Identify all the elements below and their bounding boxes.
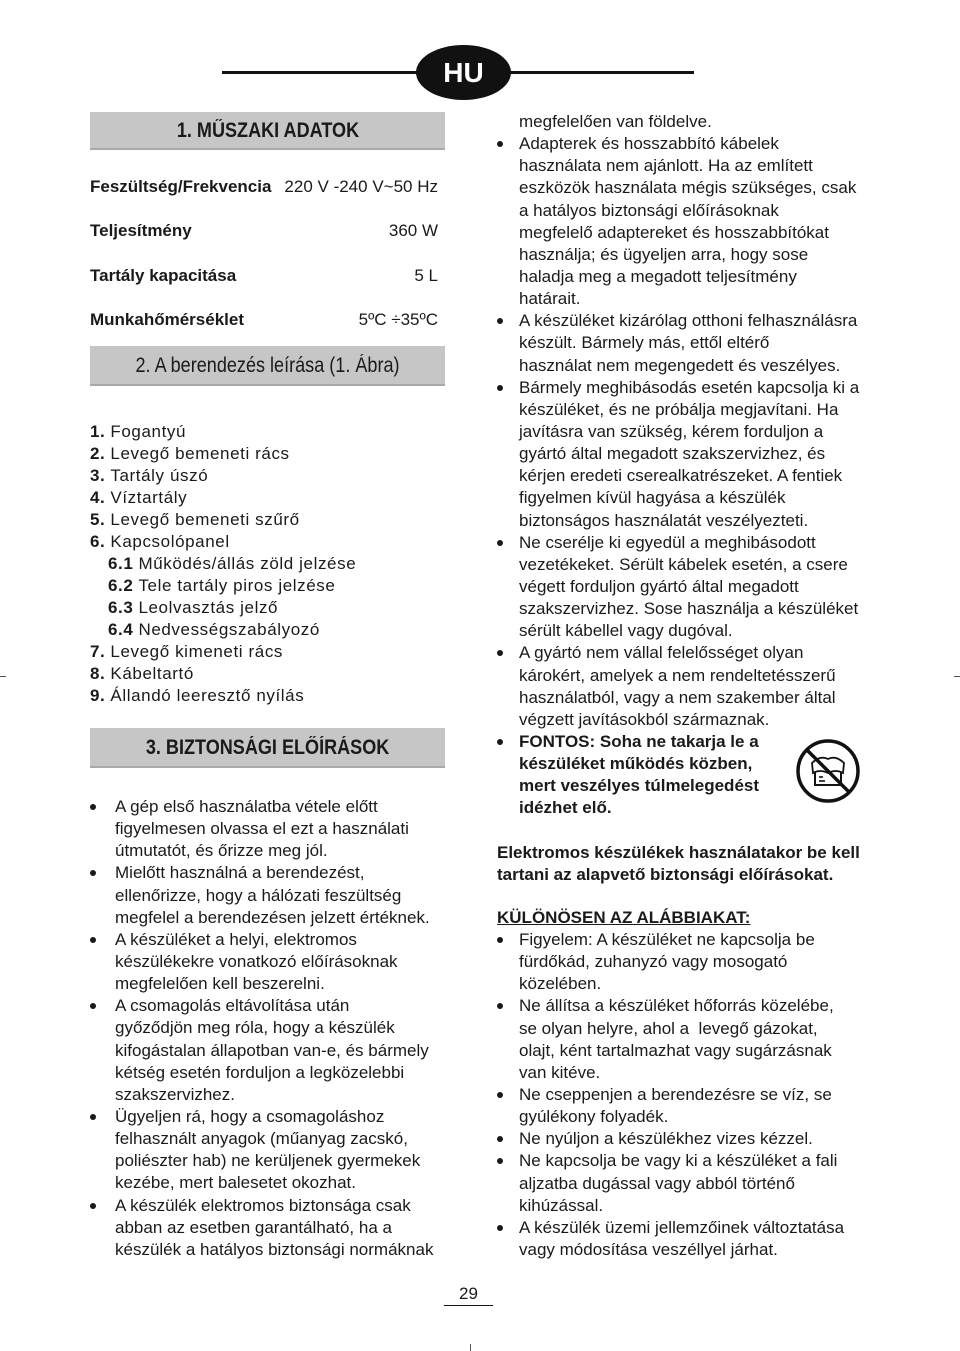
bullet-item — [497, 377, 877, 532]
bullet-line: készült. Bármely más, ettől eltérő — [519, 333, 770, 353]
bullet-dot — [497, 318, 503, 324]
header-rule-right — [508, 71, 694, 74]
bullet-line: végett forduljon gyártó által megadott — [519, 576, 799, 596]
part-item — [90, 421, 445, 443]
part-number: 3. — [90, 466, 106, 485]
bullet-line: A készülék elektromos biztonsága csak — [115, 1195, 411, 1215]
bullet-dot — [497, 540, 503, 546]
part-name: Tele tartály piros jelzése — [138, 576, 336, 595]
part-item — [90, 509, 445, 531]
bullet-line: eszközök használata mégis szükséges, csak — [519, 178, 857, 198]
part-number: 8. — [90, 664, 106, 683]
bullet-line: fürdőkád, zuhanyzó vagy mosogató — [519, 952, 788, 972]
bullet-line: kétség esetén forduljon a legközelebbi — [115, 1062, 405, 1082]
bullet-line: A készüléket kizárólag otthoni felhasználásra — [519, 311, 858, 331]
bullet-line: közelében. — [519, 974, 602, 994]
safety-notice — [497, 842, 877, 886]
bullet-line: javításra van szükség, kérem forduljon a — [519, 421, 824, 441]
part-item — [90, 685, 445, 707]
text-line: készüléket működés közben, — [519, 754, 753, 774]
bullet-line: vagy módosítása veszéllyel járhat. — [519, 1239, 778, 1259]
part-item — [90, 641, 445, 663]
bullet-line: használja; és ügyeljen arra, hogy sose — [519, 244, 809, 264]
bullet-line: felhasznált anyagok (műanyag zacskó, — [115, 1129, 408, 1149]
bullet-line: abban az esetben garantálható, ha a — [115, 1217, 392, 1237]
bullet-item — [90, 1195, 445, 1261]
bullet-item — [497, 929, 877, 995]
part-item — [90, 531, 445, 553]
bullet-item — [497, 310, 877, 376]
bullet-dot — [497, 650, 503, 656]
part-name: Levegő kimeneti rács — [110, 642, 284, 661]
part-item — [90, 487, 445, 509]
part-number: 2. — [90, 444, 106, 463]
bullet-line: van kitéve. — [519, 1062, 601, 1082]
bullet-item — [90, 929, 445, 995]
section-title: 3. BIZTONSÁGI ELŐÍRÁSOK — [145, 736, 390, 759]
bullet-line: vezetékeket. Sérült kábelek esetén, a csere — [519, 554, 848, 574]
bullet-dot — [497, 1225, 503, 1231]
right-column — [497, 111, 877, 820]
part-item — [90, 575, 445, 597]
bullet-line: Ne cserélje ki egyedül a meghibásodott — [519, 532, 816, 552]
bullet-line: készüléket, és ne próbálja megjavítani. Ha — [519, 399, 839, 419]
part-name: Tartály úszó — [110, 466, 209, 485]
bullet-item — [90, 796, 445, 862]
bullet-item — [497, 1217, 877, 1261]
continued-text: megfelelően van földelve. — [519, 112, 712, 131]
bullet-item — [90, 1106, 445, 1195]
part-item — [90, 465, 445, 487]
part-number: 1. — [90, 422, 106, 441]
bullet-line: se olyan helyre, ahol a levegő gázokat, — [519, 1018, 818, 1038]
bullet-line: ellenőrizze, hogy a hálózati feszültség — [115, 885, 402, 905]
bullet-line: készülékekre vonatkozó előírásoknak — [115, 951, 398, 971]
spec-label: Feszültség/Frekvencia — [90, 177, 272, 196]
part-name: Víztartály — [110, 488, 188, 507]
bullet-dot — [497, 385, 503, 391]
part-number: 7. — [90, 642, 106, 661]
bullet-dot — [90, 870, 96, 876]
bullet-line: kezébe, mert balesetet okozhat. — [115, 1173, 356, 1193]
text-line: mert veszélyes túlmelegedést — [519, 776, 760, 796]
bullet-dot — [90, 1114, 96, 1120]
bullet-line: végzett javításokból származnak. — [519, 709, 770, 729]
part-name: Levegő bemeneti rács — [110, 444, 290, 463]
crop-mark — [0, 676, 6, 677]
bullet-line: kifogástalan állapotban van-e, és bármely — [115, 1040, 429, 1060]
specs-table — [90, 176, 438, 353]
part-name: Kapcsolópanel — [110, 532, 230, 551]
bullet-line: Adapterek és hosszabbító kábelek — [519, 134, 779, 154]
bullet-line: károkért, amelyek a nem rendeltetésszerű — [519, 665, 836, 685]
bullet-dot — [90, 1203, 96, 1209]
bullet-line: Ne nyúljon a készülékhez vizes kézzel. — [519, 1129, 813, 1149]
page-number: 29 — [444, 1283, 493, 1306]
part-name: Levegő bemeneti szűrő — [110, 510, 300, 529]
part-item — [90, 553, 445, 575]
bullet-line: kérjen eredeti cserealkatrészeket. A fentiek — [519, 466, 843, 486]
part-item — [90, 597, 445, 619]
part-name: Nedvességszabályozó — [138, 620, 320, 639]
bullet-item — [497, 133, 877, 310]
part-item — [90, 663, 445, 685]
bullet-line: kihúzással. — [519, 1195, 604, 1215]
bullet-dot — [497, 1092, 503, 1098]
bullet-item — [497, 642, 877, 731]
bullet-dot — [497, 1003, 503, 1009]
text-line: idézhet elő. — [519, 798, 612, 818]
bullet-line: határait. — [519, 289, 581, 309]
spec-label: Munkahőmérséklet — [90, 309, 244, 329]
language-badge — [416, 45, 511, 100]
text-line: Elektromos készülékek használatakor be kell — [497, 843, 860, 862]
bullet-line: sérült kábellel vagy dugóval. — [519, 621, 733, 641]
part-number: 9. — [90, 686, 106, 705]
part-number: 4. — [90, 488, 106, 507]
section-header-description — [90, 346, 445, 386]
parts-list — [90, 421, 445, 707]
part-number: 6.1 — [108, 554, 134, 573]
crop-mark — [470, 1344, 471, 1351]
bullet-item — [497, 1150, 877, 1216]
bullet-line: Bármely meghibásodás esetén kapcsolja ki a — [519, 377, 860, 397]
bullet-item — [497, 1128, 877, 1150]
bullet-item — [497, 1084, 877, 1128]
bullet-line: győződjön meg róla, hogy a készülék — [115, 1018, 395, 1038]
bullet-item — [90, 995, 445, 1106]
spec-value: 220 V -240 V~50 Hz — [284, 177, 438, 196]
bullet-dot — [90, 1003, 96, 1009]
spec-value: 360 W — [388, 221, 438, 241]
bullet-line: használat nem megengedett és veszélyes. — [519, 355, 841, 375]
part-number: 5. — [90, 510, 106, 529]
bullet-line: gyártó által megadott szakszervizhez, és — [519, 444, 826, 464]
section-header-technical — [90, 112, 445, 150]
spec-value: 5ºC ÷35ºC — [358, 309, 438, 329]
bullet-line: megfelelően kell beszerelni. — [115, 974, 325, 994]
section-title: 2. A berendezés leírása (1. Ábra) — [135, 354, 400, 377]
bullet-dot — [497, 739, 503, 745]
bullet-line: A gép első használatba vétele előtt — [115, 797, 378, 816]
bullet-line: készülék a hatályos biztonsági normáknak — [115, 1239, 434, 1259]
bullet-line: biztonságos használatát veszélyezteti. — [519, 510, 809, 530]
part-name: Működés/állás zöld jelzése — [138, 554, 357, 573]
section-title: 1. MŰSZAKI ADATOK — [176, 119, 359, 142]
no-covering-icon — [794, 737, 862, 805]
bullet-line: aljzatba dugással vagy abból történő — [519, 1173, 795, 1193]
bullet-dot — [497, 937, 503, 943]
bullet-line: Ne cseppenjen a berendezésre se víz, se — [519, 1084, 832, 1104]
spec-label: Teljesítmény — [90, 221, 192, 241]
part-name: Fogantyú — [110, 422, 187, 441]
bullet-line: Ne kapcsolja be vagy ki a készüléket a fali — [519, 1151, 838, 1171]
part-name: Állandó leeresztő nyílás — [110, 686, 305, 705]
bullet-line: haladja meg a megadott teljesítmény — [519, 266, 797, 286]
bullet-line: megfelel a berendezésen jelzett értéknek. — [115, 907, 430, 927]
spec-label: Tartály kapacitása — [90, 265, 237, 285]
bullet-line: olajt, ként tartalmazhat vagy sugárzásnak — [519, 1040, 832, 1060]
bullet-line: szakszervizhez. Sose használja a készüléket — [519, 599, 859, 619]
text-line: tartani az alapvető biztonsági előírásokat. — [497, 865, 834, 885]
bullet-dot — [497, 1136, 503, 1142]
spec-row — [90, 265, 438, 309]
part-number: 6. — [90, 532, 106, 551]
bullet-line: Ügyeljen rá, hogy a csomagoláshoz — [115, 1106, 385, 1126]
bullet-dot — [90, 937, 96, 943]
bullet-dot — [90, 804, 96, 810]
bullet-line: figyelmen kívül hagyása a készülék — [519, 488, 786, 508]
part-name: Leolvasztás jelző — [138, 598, 279, 617]
bullet-line: a hatályos biztonsági előírásoknak — [519, 200, 779, 220]
bullet-line: útmutatót, és őrizze meg jól. — [115, 841, 328, 861]
bullet-line: Ne állítsa a készüléket hőforrás közelébe, — [519, 996, 834, 1016]
bullet-line: A gyártó nem vállal felelősséget olyan — [519, 643, 804, 663]
bullet-item — [497, 995, 877, 1084]
bullet-line: A készülék üzemi jellemzőinek változtatása — [519, 1217, 845, 1237]
particular-bullets — [497, 929, 877, 1261]
bullet-dot — [497, 141, 503, 147]
part-item — [90, 619, 445, 641]
part-number: 6.4 — [108, 620, 134, 639]
bullet-line: használata nem ajánlott. Ha az említett — [519, 156, 813, 176]
bullet-line: A csomagolás eltávolítása után — [115, 996, 350, 1016]
bullet-line: használatból, vagy a nem szakember által — [519, 687, 836, 707]
bullet-line: A készüléket a helyi, elektromos — [115, 929, 357, 949]
crop-mark — [954, 676, 960, 677]
bullet-item — [90, 862, 445, 928]
bullet-line: poliészter hab) ne kerüljenek gyermekek — [115, 1151, 421, 1171]
header-rule-left — [222, 71, 418, 74]
section-header-safety — [90, 728, 445, 768]
particular-heading: KÜLÖNÖSEN AZ ALÁBBIAKAT: — [497, 908, 751, 927]
part-number: 6.2 — [108, 576, 134, 595]
bullet-line: szakszervizhez. — [115, 1084, 235, 1104]
bullet-dot — [497, 1158, 503, 1164]
safety-bullets-right — [497, 133, 877, 731]
bullet-line: megfelelő adaptereket és hosszabbítókat — [519, 222, 829, 242]
bullet-line: Figyelem: A készüléket ne kapcsolja be — [519, 930, 815, 949]
spec-row — [90, 176, 438, 220]
bullet-line: gyúlékony folyadék. — [519, 1107, 669, 1127]
spec-value: 5 L — [414, 265, 438, 285]
safety-bullets-left — [90, 796, 445, 1261]
spec-row — [90, 220, 438, 264]
bullet-item — [497, 532, 877, 643]
bullet-line: Mielőtt használná a berendezést, — [115, 863, 365, 883]
part-item — [90, 443, 445, 465]
bullet-line: figyelmesen olvassa el ezt a használati — [115, 819, 409, 839]
text-line: FONTOS: Soha ne takarja le a — [519, 731, 759, 751]
part-name: Kábeltartó — [110, 664, 194, 683]
language-code: HU — [443, 56, 484, 88]
part-number: 6.3 — [108, 598, 134, 617]
